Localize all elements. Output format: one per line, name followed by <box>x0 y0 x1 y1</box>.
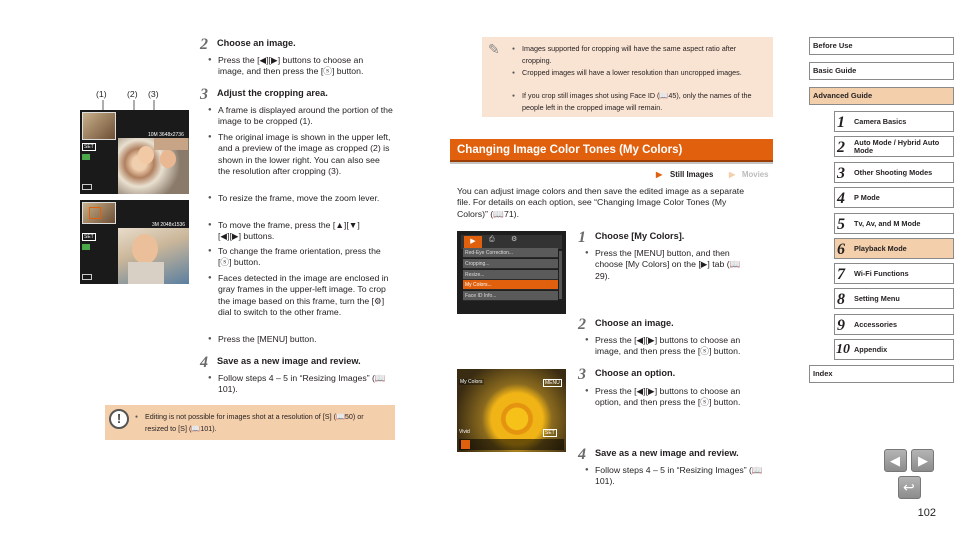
step-title: Choose [My Colors]. <box>595 231 685 241</box>
ok-icon <box>82 244 90 250</box>
nav-chapter-1[interactable] <box>834 111 954 132</box>
chapter-label: Accessories <box>854 319 898 329</box>
chapter-number: 5 <box>837 216 845 233</box>
caution-icon: ! <box>109 409 129 429</box>
step-title: Save as a new image and review. <box>595 448 739 458</box>
nav-chapter-8[interactable] <box>834 288 954 309</box>
nav-index[interactable]: Index <box>809 365 954 383</box>
nav-chapter-4[interactable] <box>834 187 954 208</box>
step-number: 2 <box>578 316 586 333</box>
play-icon-inactive: ▶ <box>729 170 736 179</box>
bullet: ● Follow steps 4 – 5 in “Resizing Images” (📖101). <box>595 465 771 488</box>
nav-chapter-6[interactable] <box>834 238 954 259</box>
chapter-label: Wi-Fi Functions <box>854 268 909 278</box>
crop-screen-2 <box>80 200 189 284</box>
step-number: 1 <box>578 229 586 246</box>
nav-chapter-5[interactable] <box>834 213 954 234</box>
chapter-label: Playback Mode <box>854 243 907 253</box>
bullet: ● Faces detected in the image are enclosed in gray frames in the upper-left image. To crop the image based on this frame, turn the [⚙] dial to switch to the other frame. <box>218 273 396 319</box>
set-label: SET <box>84 144 94 150</box>
menu-item: Red-Eye Correction... <box>463 248 558 258</box>
chapter-label: Appendix <box>854 344 888 354</box>
menu-item: Resize... <box>463 270 558 280</box>
chapter-label: Setting Menu <box>854 293 900 303</box>
menu-tabs <box>461 235 562 249</box>
bullet: ● To change the frame orientation, press the [ⓢ] button. <box>218 246 394 269</box>
chapter-label: Other Shooting Modes <box>854 167 933 177</box>
mycolors-screen <box>457 369 566 452</box>
nav-chapter-2[interactable] <box>834 136 954 157</box>
step-title: Choose an option. <box>595 368 676 378</box>
return-button[interactable] <box>898 476 921 499</box>
arrow-right-icon: ▶ <box>918 453 928 468</box>
nav-chapter-9[interactable] <box>834 314 954 335</box>
note-item: ● Images supported for cropping will have the same aspect ratio after cropping. <box>522 43 750 67</box>
step-title: Choose an image. <box>217 38 296 48</box>
chapter-label: Tv, Av, and M Mode <box>854 218 921 228</box>
playback-tab-icon: ▶ <box>464 236 482 248</box>
tools-tab-icon: ⚙ <box>511 236 518 243</box>
return-icon: ↩ <box>903 479 915 495</box>
note-box <box>482 37 773 117</box>
tab-movies: Movies <box>742 170 769 179</box>
mycolors-label: My Colors <box>460 379 483 385</box>
step-number: 2 <box>200 36 208 53</box>
arrow-left-icon: ◀ <box>890 453 900 468</box>
crop-screen-1 <box>80 110 189 194</box>
chapter-label: Camera Basics <box>854 116 907 126</box>
resolution-text: 10M 3648x2736 <box>148 132 184 138</box>
page-number: 102 <box>917 507 936 519</box>
menu-item: Cropping... <box>463 259 558 269</box>
bullet: ● Follow steps 4 – 5 in “Resizing Images” (📖101). <box>218 373 394 396</box>
nav-chapter-10[interactable] <box>834 339 954 360</box>
nav-advanced-guide[interactable]: Advanced Guide <box>809 87 954 105</box>
callout-2: (2) <box>127 89 138 99</box>
bullet: ● Press the [◀][▶] buttons to choose an image, and then press the [ⓢ] button. <box>595 335 765 358</box>
note-item: ● If you crop still images shot using Face ID (📖45), only the names of the people left in the cropped image will remain. <box>522 90 758 114</box>
vivid-label: Vivid <box>459 429 470 435</box>
thumbnail-original <box>82 202 116 224</box>
menu-label: MENU <box>545 380 560 386</box>
nav-before-use[interactable]: Before Use <box>809 37 954 55</box>
step-title: Choose an image. <box>595 318 674 328</box>
color-options-bar <box>459 439 564 450</box>
bullet: ● A frame is displayed around the portion of the image to be cropped (1). <box>218 105 398 128</box>
chapter-number: 8 <box>837 291 845 308</box>
note-item: ● Cropped images will have a lower resolution than uncropped images. <box>522 67 750 79</box>
crop-preview <box>118 228 189 284</box>
chapter-number: 4 <box>837 190 845 207</box>
media-tabs <box>656 170 774 182</box>
menu-icon <box>82 184 92 190</box>
chapter-number: 3 <box>837 165 845 182</box>
prev-page-button[interactable] <box>884 449 907 472</box>
crop-preview <box>118 138 189 194</box>
menu-icon <box>82 274 92 280</box>
nav-chapter-3[interactable] <box>834 162 954 183</box>
bullet: ● To resize the frame, move the zoom lever. <box>218 193 394 204</box>
scrollbar <box>559 251 562 299</box>
step-number: 3 <box>200 86 208 103</box>
step-number: 4 <box>578 446 586 463</box>
menu-item-selected: My Colors... <box>463 280 558 290</box>
pencil-icon: ✎ <box>488 41 500 57</box>
chapter-label: P Mode <box>854 192 880 202</box>
chapter-number: 2 <box>837 139 845 156</box>
bullet: ● Press the [◀][▶] buttons to choose an image, and then press the [ⓢ] button. <box>218 55 390 78</box>
chapter-number: 10 <box>836 342 850 357</box>
section-title <box>450 139 773 162</box>
option-selected <box>461 440 470 449</box>
menu-item: Face ID Info... <box>463 291 558 301</box>
thumbnail-original <box>82 112 116 140</box>
section-title-text: Changing Image Color Tones (My Colors) <box>457 144 683 156</box>
set-label: SET <box>545 430 555 436</box>
chapter-number: 9 <box>837 317 845 334</box>
callout-3: (3) <box>148 89 159 99</box>
chapter-number: 6 <box>837 241 845 258</box>
play-icon-active: ▶ <box>656 170 663 179</box>
bullet: ● To move the frame, press the [▲][▼][◀][▶] buttons. <box>218 220 368 243</box>
caution-text: ● Editing is not possible for images shot at a resolution of [S] (📖50) or resized to [S] (📖101). <box>145 411 385 435</box>
step-number: 3 <box>578 366 586 383</box>
chapter-number: 7 <box>837 266 845 283</box>
bullet: ● Press the [MENU] button, and then choose [My Colors] on the [▶] tab (📖29). <box>595 248 755 282</box>
step-title: Adjust the cropping area. <box>217 88 328 98</box>
menu-screen <box>457 231 566 314</box>
next-page-button[interactable] <box>911 449 934 472</box>
step-title: Save as a new image and review. <box>217 356 361 366</box>
caution-box <box>105 405 395 440</box>
tab-still-images: Still Images <box>670 170 714 179</box>
nav-chapter-7[interactable] <box>834 263 954 284</box>
step-number: 4 <box>200 354 208 371</box>
bullet: ● The original image is shown in the upper left, and a preview of the image as cropped (2) is shown in the lower right. You can also see the resolution after cropping (3). <box>218 132 394 178</box>
resolution-text: 3M 2048x1536 <box>152 222 186 228</box>
chapter-label: Auto Mode / Hybrid Auto Mode <box>854 137 940 155</box>
set-label: SET <box>84 234 94 240</box>
ok-icon <box>82 154 90 160</box>
callout-1: (1) <box>96 89 107 99</box>
bullet: ● Press the [◀][▶] buttons to choose an option, and then press the [ⓢ] button. <box>595 386 765 409</box>
nav-basic-guide[interactable]: Basic Guide <box>809 62 954 80</box>
chapter-number: 1 <box>837 114 845 131</box>
intro-text: You can adjust image colors and then save the edited image as a separate file. For details on each option, see “Changing Image Color Tones (My Colors)” (📖71). <box>457 186 745 219</box>
bullet: ● Press the [MENU] button. <box>218 334 394 345</box>
print-tab-icon: ⎙ <box>489 236 495 243</box>
